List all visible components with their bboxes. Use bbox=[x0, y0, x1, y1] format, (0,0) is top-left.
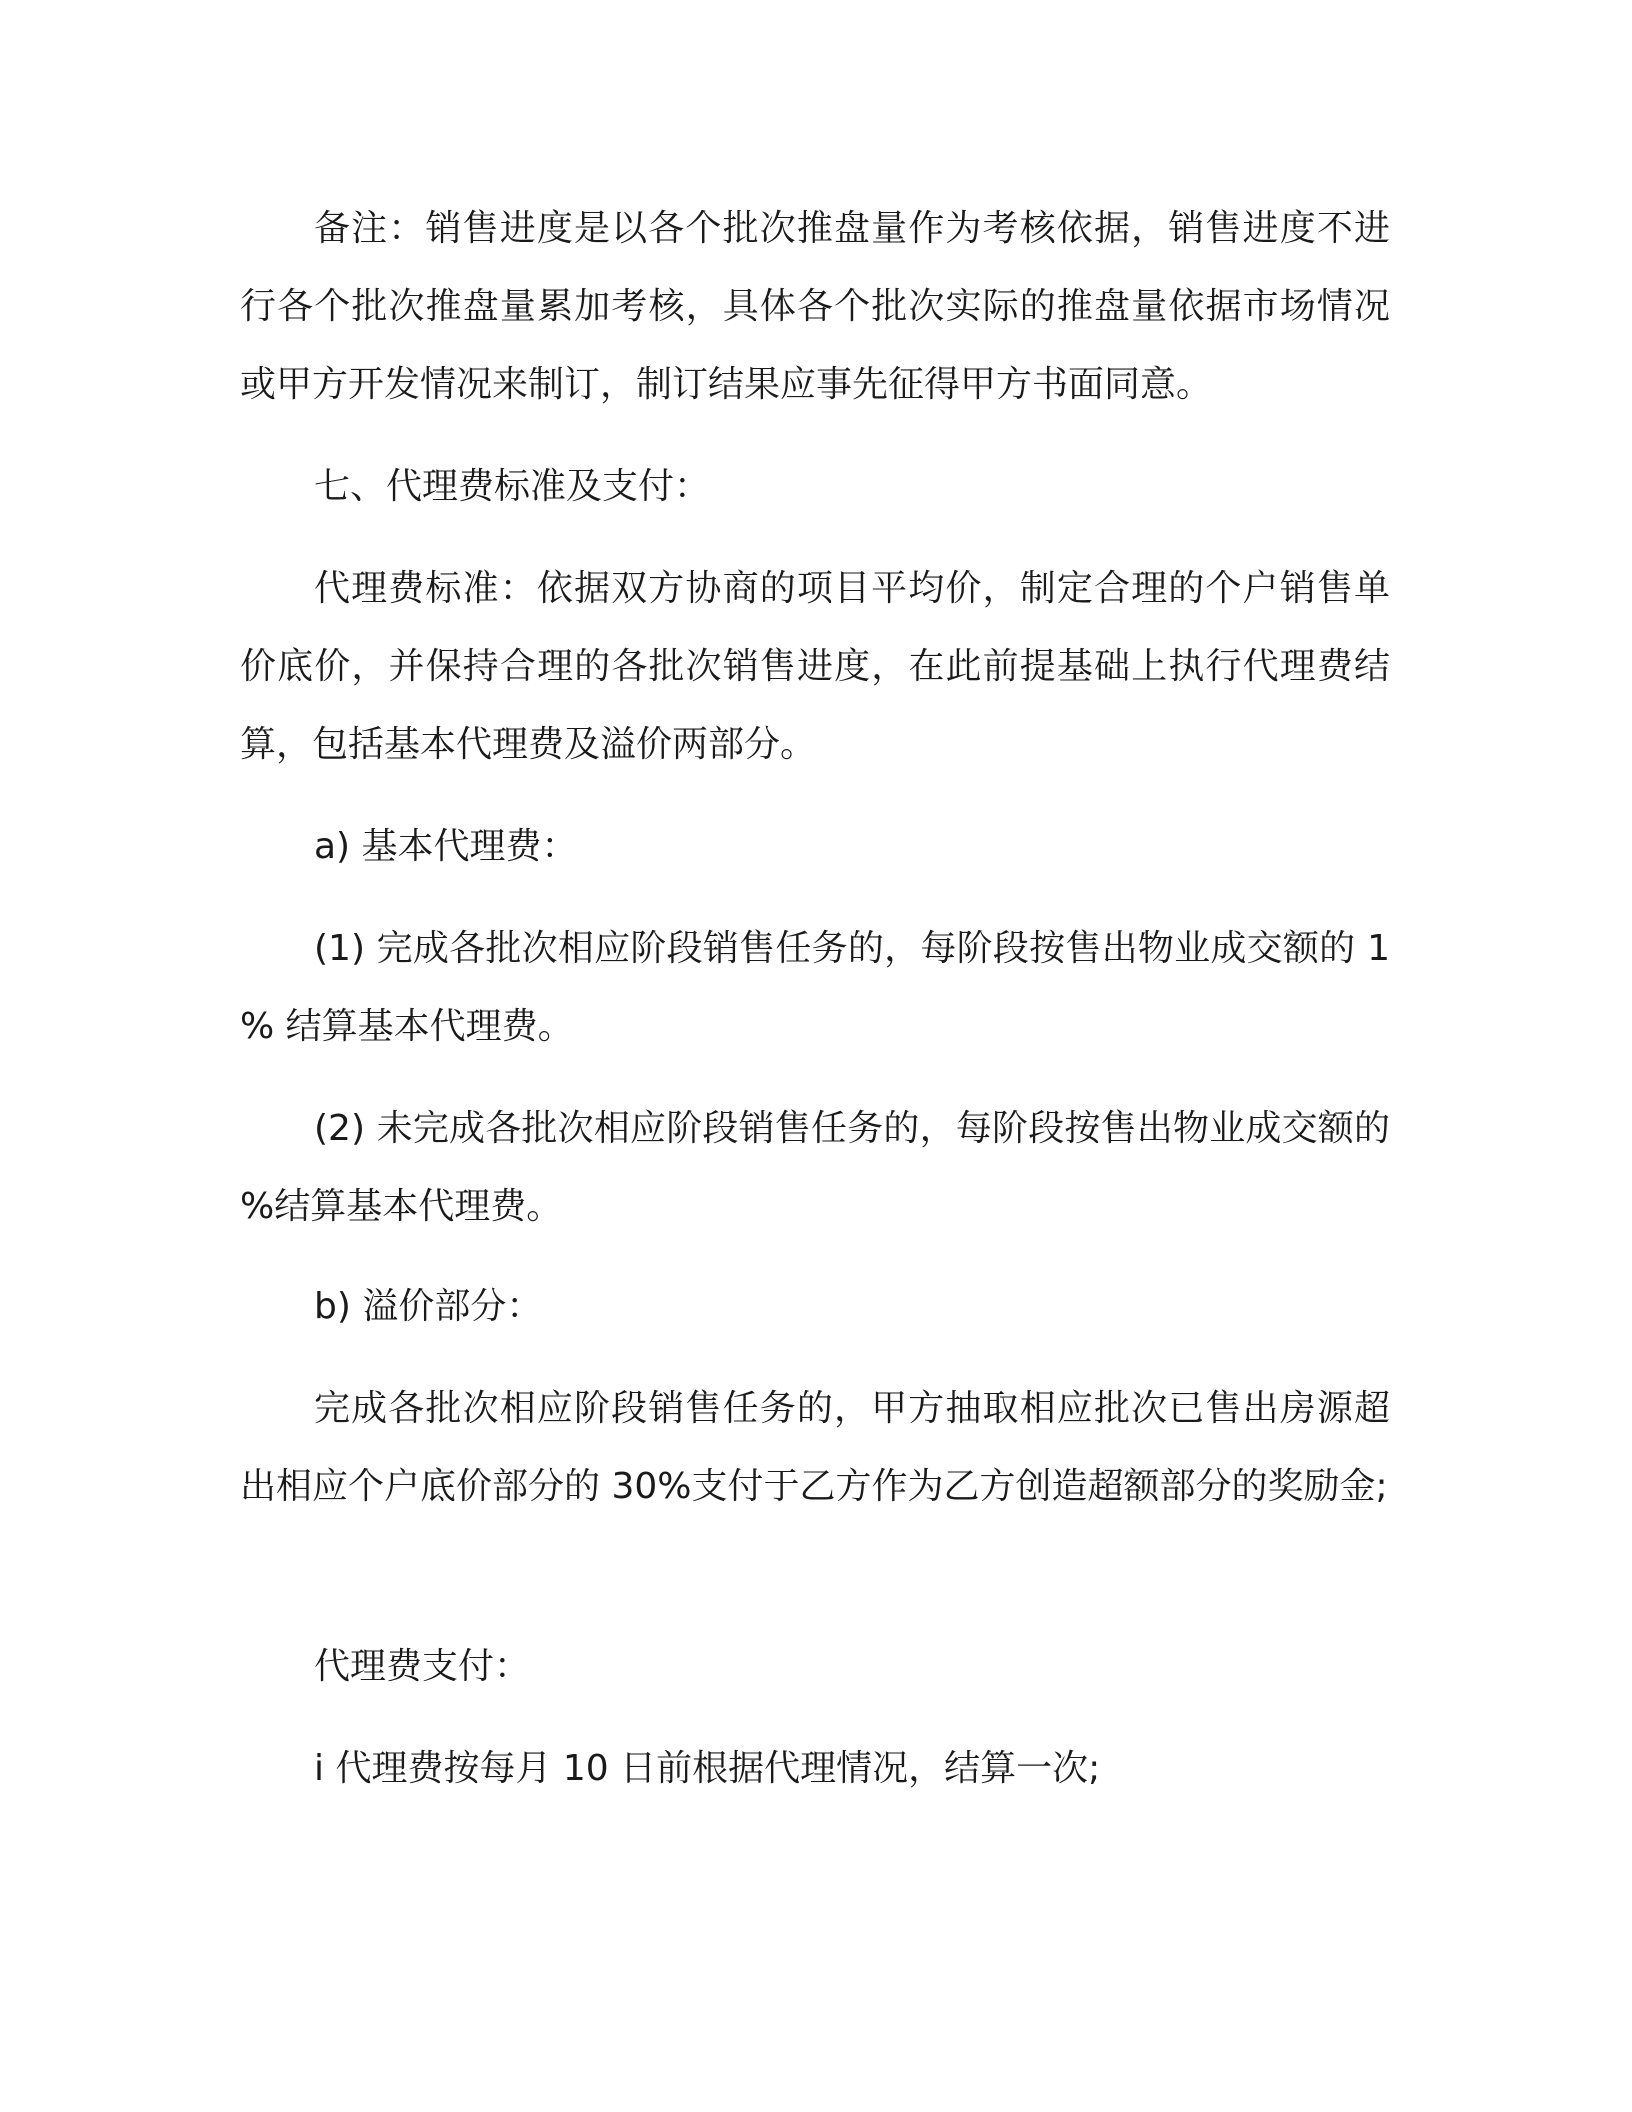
note-paragraph: 备注：销售进度是以各个批次推盘量作为考核依据，销售进度不进行各个批次推盘量累加考核，具体各个批次实际的推盘量依据市场情况或甲方开发情况来制订，制订结果应事先征得甲方书面同意。 bbox=[240, 208, 1390, 405]
premium-heading: b) 溢价部分： bbox=[314, 1286, 543, 1327]
fee-payment-item-i: i 代理费按每月 10 日前根据代理情况，结算一次; bbox=[314, 1748, 1101, 1789]
basic-fee-item-1: (1) 完成各批次相应阶段销售任务的，每阶段按售出物业成交额的 1 % 结算基本代理费。 bbox=[240, 928, 1390, 1047]
fee-payment-heading: 代理费支付： bbox=[314, 1646, 531, 1687]
section-heading-agency-fee: 七、代理费标准及支付： bbox=[314, 466, 711, 507]
basic-fee-item-2: (2) 未完成各批次相应阶段销售任务的，每阶段按售出物业成交额的 %结算基本代理费。 bbox=[240, 1108, 1390, 1227]
agency-fee-standard-paragraph: 代理费标准：依据双方协商的项目平均价，制定合理的个户销售单价底价，并保持合理的各批次销售进度，在此前提基础上执行代理费结算，包括基本代理费及溢价两部分。 bbox=[240, 568, 1390, 765]
premium-paragraph: 完成各批次相应阶段销售任务的，甲方抽取相应批次已售出房源超出相应个户底价部分的 30%支付于乙方作为乙方创造超额部分的奖励金; bbox=[240, 1388, 1390, 1507]
basic-fee-heading: a) 基本代理费： bbox=[314, 826, 578, 867]
